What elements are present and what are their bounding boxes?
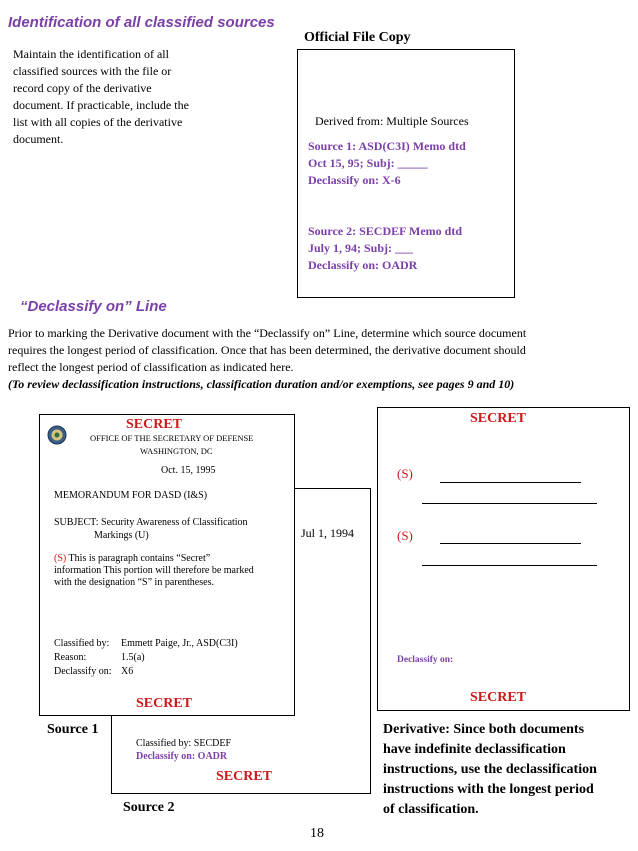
derivative-marker-1: (S)	[397, 466, 413, 481]
text-line: Prior to marking the Derivative document with the “Declassify on” Line, determine which source document	[8, 326, 527, 340]
caption-line: Derivative: Since both documents	[383, 722, 585, 737]
source2-label: Source 2	[123, 800, 175, 815]
section-heading-declassify: “Declassify on” Line	[20, 298, 167, 315]
text-line: Maintain the identification of all	[13, 47, 169, 61]
citation-line: Declassify on: X-6	[308, 173, 401, 187]
memo-paragraph	[54, 553, 254, 589]
source2-citation	[308, 223, 462, 274]
official-file-copy-title: Official File Copy	[304, 30, 411, 45]
text-line: record copy of the derivative	[13, 81, 152, 95]
content-line	[440, 482, 581, 483]
derived-from: Derived from: Multiple Sources	[315, 114, 469, 128]
paragraph-line: information This portion will therefore be marked	[54, 565, 254, 576]
content-line	[440, 543, 581, 544]
declassify-text	[8, 325, 634, 393]
content-line	[422, 503, 597, 504]
content-line	[422, 565, 597, 566]
text-line: list with all copies of the derivative	[13, 115, 183, 129]
paragraph-line: This is paragraph contains “Secret”	[66, 553, 211, 564]
cls-label: Classified by:	[54, 638, 110, 649]
derivative-caption	[383, 720, 597, 820]
cls-value: 1.5(a)	[121, 652, 145, 663]
portion-marker: (S)	[54, 553, 67, 564]
memo-date: Oct. 15, 1995	[161, 465, 216, 476]
caption-line: of classification.	[383, 802, 479, 817]
subject-line: Markings (U)	[94, 530, 149, 541]
derivative-secret-bottom: SECRET	[470, 690, 527, 705]
review-note: (To review declassification instructions, classification duration and/or exemptions, see pages 9 and 10)	[8, 377, 515, 391]
source2-secret-bottom: SECRET	[216, 769, 273, 784]
cls-value: Emmett Paige, Jr., ASD(C3I)	[121, 638, 238, 649]
source1-label: Source 1	[47, 722, 99, 737]
subject-line: SUBJECT: Security Awareness of Classification	[54, 517, 248, 528]
caption-line: instructions, use the declassification	[383, 762, 597, 777]
derivative-secret-top: SECRET	[470, 411, 527, 426]
cls-value: X6	[121, 666, 134, 677]
memo-recipient: MEMORANDUM FOR DASD (I&S)	[54, 490, 208, 501]
source1-document	[39, 414, 295, 716]
source2-date: Jul 1, 1994	[301, 526, 355, 540]
source1-citation	[308, 138, 466, 189]
citation-line: Source 2: SECDEF Memo dtd	[308, 224, 462, 238]
citation-line: Source 1: ASD(C3I) Memo dtd	[308, 139, 466, 153]
source1-secret-bottom: SECRET	[136, 696, 193, 711]
identification-text	[13, 46, 243, 148]
citation-line: July 1, 94; Subj: ___	[308, 241, 414, 255]
source2-classified-by: Classified by: SECDEF	[136, 738, 232, 749]
paragraph-line: with the designation “S” in parentheses.	[54, 577, 214, 588]
page-number: 18	[310, 826, 324, 841]
memo-city: WASHINGTON, DC	[140, 446, 213, 456]
cls-label: Reason:	[54, 652, 87, 663]
caption-line: instructions with the longest period	[383, 782, 594, 797]
derivative-document	[377, 407, 630, 711]
text-line: reflect the longest period of classification as indicated here.	[8, 360, 294, 374]
official-file-copy-box	[297, 49, 515, 298]
memo-office: OFFICE OF THE SECRETARY OF DEFENSE	[90, 433, 254, 443]
source2-declassify: Declassify on: OADR	[136, 751, 228, 762]
derivative-declassify: Declassify on:	[397, 655, 454, 665]
text-line: classified sources with the file or	[13, 64, 172, 78]
classification-block	[54, 637, 238, 679]
caption-line: have indefinite declassification	[383, 742, 566, 757]
section-heading-identification: Identification of all classified sources	[8, 14, 275, 31]
derivative-marker-2: (S)	[397, 528, 413, 543]
dod-seal-icon	[47, 425, 67, 450]
text-line: document.	[13, 132, 64, 146]
memo-subject	[54, 516, 248, 542]
text-line: requires the longest period of classification. Once that has been determined, the derivative document should	[8, 343, 526, 357]
cls-label: Declassify on:	[54, 666, 112, 677]
citation-line: Oct 15, 95; Subj: _____	[308, 156, 428, 170]
source1-secret-top: SECRET	[126, 417, 183, 432]
citation-line: Declassify on: OADR	[308, 258, 418, 272]
text-line: document. If practicable, include the	[13, 98, 189, 112]
